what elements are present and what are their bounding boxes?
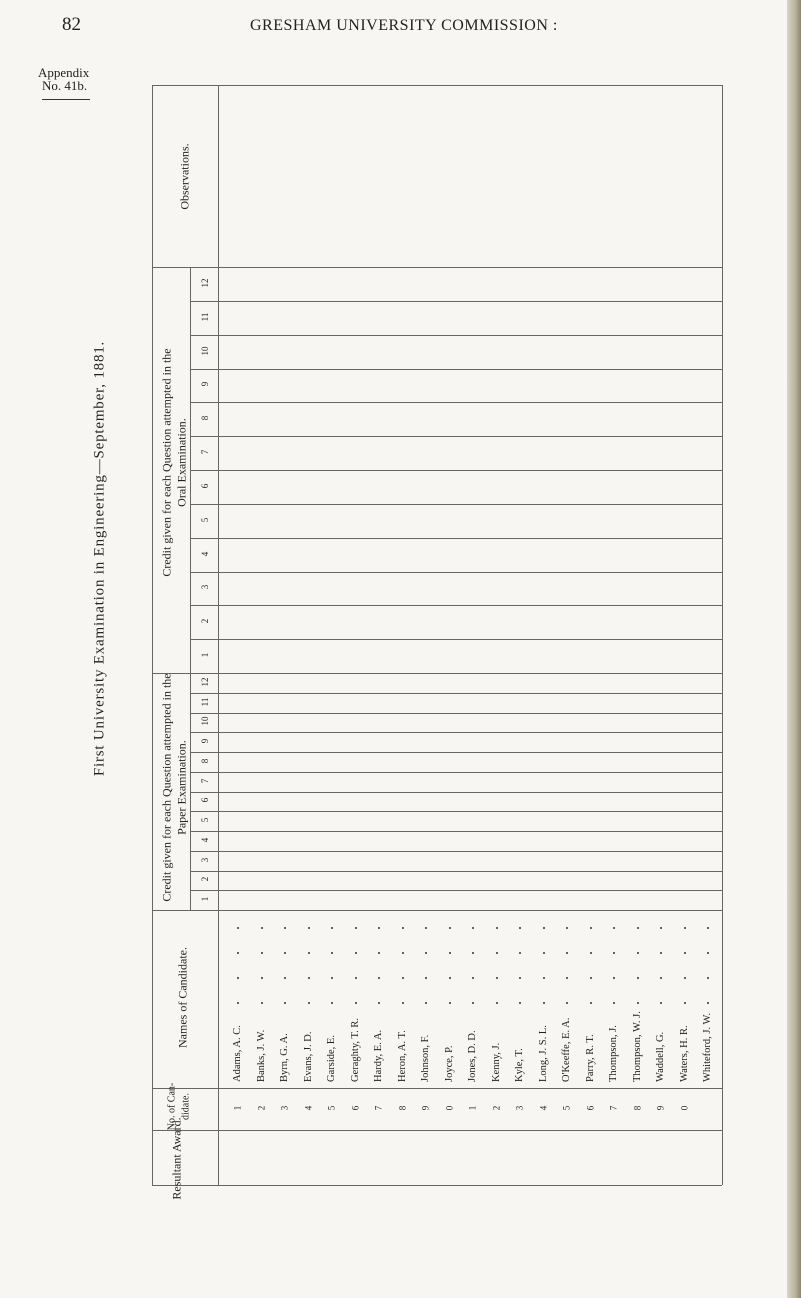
oral-row-line	[190, 335, 722, 336]
candidate-name: O'Keeffe, E. A.	[561, 1017, 572, 1082]
leader-dot	[660, 1002, 662, 1004]
leader-dot	[496, 952, 498, 954]
appendix-rule	[42, 99, 90, 100]
candidate-name: Parry, R. T.	[584, 1034, 596, 1082]
leader-dot	[378, 927, 380, 929]
paper-row-line	[190, 831, 722, 832]
leader-dot	[472, 927, 474, 929]
oral-question-number: 1	[200, 652, 210, 658]
candidate-name: Adams, A. C.	[232, 1025, 243, 1082]
paper-row-line	[190, 851, 722, 852]
leader-dot	[425, 952, 427, 954]
candidate-name: Kyle, T.	[514, 1048, 525, 1082]
leader-dot	[261, 977, 263, 979]
page-edge	[787, 0, 801, 1298]
paper-question-number: 4	[200, 837, 210, 843]
oral-question-number: 6	[200, 483, 210, 489]
candidate-number: 7	[608, 1105, 619, 1111]
leader-dot	[590, 927, 592, 929]
leader-dot	[637, 927, 639, 929]
leader-dot	[425, 977, 427, 979]
candidate-name: Jones, D. D.	[467, 1030, 478, 1082]
paper-question-number: 7	[200, 778, 210, 783]
leader-dot	[355, 952, 357, 954]
candidate-number: 9	[655, 1105, 666, 1111]
candidate-name: Garside, E.	[326, 1035, 337, 1082]
oral-question-number: 12	[200, 278, 210, 288]
candidate-number: 2	[255, 1105, 266, 1111]
leader-dot	[496, 927, 498, 929]
candidate-name: Whiteford, J. W.	[702, 1012, 713, 1082]
candidate-name: Thompson, W. J.	[631, 1011, 643, 1082]
sep-number	[152, 1130, 722, 1131]
candidate-name: Waddell, G.	[655, 1031, 666, 1082]
leader-dot	[684, 977, 686, 979]
results-table	[152, 85, 722, 1200]
candidate-name: Heron, A. T.	[396, 1030, 408, 1082]
candidate-name: Geraghty, T. R.	[349, 1018, 361, 1082]
leader-dot	[449, 977, 451, 979]
candidate-number: 9	[420, 1105, 431, 1111]
paper-row-line	[190, 871, 722, 872]
candidate-number: 2	[490, 1105, 501, 1111]
leader-dot	[637, 977, 639, 979]
candidate-number: 3	[514, 1105, 525, 1111]
leader-dot	[284, 952, 286, 954]
leader-dot	[613, 952, 615, 954]
candidate-number: 8	[396, 1105, 407, 1111]
paper-row-line	[190, 811, 722, 812]
candidate-name: Banks, J. W.	[255, 1029, 267, 1082]
candidate-number: 5	[326, 1105, 337, 1111]
candidate-number: 8	[631, 1105, 642, 1111]
leader-dot	[355, 927, 357, 929]
leader-dot	[472, 1002, 474, 1004]
running-head: GRESHAM UNIVERSITY COMMISSION :	[250, 17, 558, 34]
leader-dot	[308, 952, 310, 954]
leader-dot	[331, 1002, 333, 1004]
border-bottom	[152, 1185, 722, 1186]
oral-row-line	[190, 301, 722, 302]
leader-dot	[684, 1002, 686, 1004]
leader-dot	[237, 977, 239, 979]
candidate-name: Joyce, P.	[443, 1045, 455, 1082]
paper-row-line	[190, 693, 722, 694]
leader-dot	[308, 1002, 310, 1004]
leader-dot	[660, 977, 662, 979]
paper-question-number: 6	[200, 798, 210, 803]
candidate-number: 4	[302, 1105, 313, 1111]
candidate-number: 0	[678, 1105, 689, 1111]
candidate-name: Thompson, J.	[608, 1025, 619, 1082]
leader-dot	[261, 927, 263, 929]
paper-question-number: 5	[200, 817, 210, 823]
candidate-name: Johnson, F.	[420, 1034, 431, 1082]
candidate-number: 6	[349, 1105, 360, 1111]
candidate-number: 7	[373, 1105, 384, 1111]
leader-dot	[707, 1002, 709, 1004]
leader-dot	[543, 977, 545, 979]
leader-dot	[331, 927, 333, 929]
names-header: Names of Candidate.	[175, 947, 190, 1048]
paper-question-number: 3	[200, 857, 210, 862]
candidate-number: 1	[467, 1105, 478, 1111]
oral-question-number: 10	[200, 346, 210, 356]
oral-row-line	[190, 436, 722, 437]
leader-dot	[613, 927, 615, 929]
resultant-header: Resultant Award.	[169, 1117, 184, 1200]
appendix-label	[38, 66, 89, 92]
sep-names	[152, 1088, 722, 1089]
leader-dot	[284, 927, 286, 929]
paper-question-number: 2	[200, 877, 210, 882]
leader-dot	[660, 927, 662, 929]
leader-dot	[425, 927, 427, 929]
paper-row-line	[190, 792, 722, 793]
leader-dot	[261, 952, 263, 954]
table-title: First University Examination in Engineering—September, 1881.	[91, 340, 108, 777]
border-left	[152, 85, 153, 1185]
oral-row-line	[190, 470, 722, 471]
paper-question-number: 11	[200, 697, 210, 706]
paper-row-line	[190, 772, 722, 773]
oral-question-number: 11	[200, 312, 210, 322]
leader-dot	[402, 977, 404, 979]
page-number: 82	[62, 14, 81, 35]
oral-row-line	[190, 369, 722, 370]
leader-dot	[684, 927, 686, 929]
oral-question-number: 7	[200, 449, 210, 455]
candidate-name: Hardy, E. A.	[373, 1029, 384, 1082]
candidate-name: Kenny, J.	[490, 1042, 502, 1082]
paper-row-line	[190, 890, 722, 891]
leader-dot	[684, 952, 686, 954]
candidate-name: Byrn, G. A.	[279, 1033, 290, 1082]
leader-dot	[519, 927, 521, 929]
border-top	[152, 85, 722, 86]
oral-row-line	[190, 572, 722, 573]
candidate-number: 1	[232, 1105, 243, 1111]
border-right	[722, 85, 723, 1185]
leader-dot	[613, 977, 615, 979]
leader-dot	[707, 952, 709, 954]
paper-row-line	[190, 752, 722, 753]
oral-credit-header-line1: Credit given for each Question attempted in the	[159, 348, 174, 577]
leader-dot	[449, 927, 451, 929]
leader-dot	[543, 927, 545, 929]
leader-dot	[519, 952, 521, 954]
leader-dot	[590, 977, 592, 979]
leader-dot	[566, 952, 568, 954]
leader-dot	[284, 977, 286, 979]
number-header-line2: didate.	[180, 1093, 192, 1120]
leader-dot	[566, 977, 568, 979]
leader-dot	[449, 952, 451, 954]
paper-credit-header-line1: Credit given for each Question attempted in the	[159, 673, 174, 902]
leader-dot	[637, 1002, 639, 1004]
oral-question-number: 8	[200, 416, 210, 421]
observations-header: Observations.	[177, 143, 192, 210]
leader-dot	[378, 1002, 380, 1004]
leader-dot	[707, 977, 709, 979]
sep-paper	[152, 910, 722, 911]
oral-question-number: 5	[200, 517, 210, 523]
leader-dot	[543, 952, 545, 954]
oral-row-line	[190, 605, 722, 606]
sep-observations	[152, 267, 722, 268]
candidate-number: 6	[584, 1105, 595, 1111]
oral-question-number: 4	[200, 551, 210, 556]
paper-row-line	[190, 713, 722, 714]
oral-question-number: 9	[200, 382, 210, 387]
oral-credit-header-line2: Oral Examination.	[174, 418, 189, 507]
candidate-number: 4	[537, 1105, 548, 1111]
leader-dot	[660, 952, 662, 954]
leader-dot	[378, 952, 380, 954]
leader-dot	[496, 977, 498, 979]
oral-row-line	[190, 639, 722, 640]
leader-dot	[237, 927, 239, 929]
oral-question-number: 2	[200, 619, 210, 624]
leader-dot	[472, 977, 474, 979]
paper-question-number: 9	[200, 738, 210, 744]
leader-dot	[613, 1002, 615, 1004]
oral-question-number: 3	[200, 585, 210, 590]
leader-dot	[590, 952, 592, 954]
leader-dot	[308, 927, 310, 929]
leader-dot	[472, 952, 474, 954]
leader-dot	[261, 1002, 263, 1004]
leader-dot	[355, 1002, 357, 1004]
leader-dot	[331, 977, 333, 979]
paper-question-number: 8	[200, 758, 210, 764]
leader-dot	[355, 977, 357, 979]
paper-question-number: 1	[200, 896, 210, 902]
leader-dot	[543, 1002, 545, 1004]
leader-dot	[331, 952, 333, 954]
leader-dot	[449, 1002, 451, 1004]
candidate-number: 0	[443, 1105, 454, 1111]
oral-row-line	[190, 402, 722, 403]
candidate-name: Long, J. S. L.	[537, 1025, 549, 1082]
leader-dot	[402, 927, 404, 929]
oral-row-line	[190, 538, 722, 539]
candidate-name: Evans, J. D.	[302, 1031, 314, 1082]
leader-dot	[425, 1002, 427, 1004]
paper-credit-header-line2: Paper Examination.	[174, 740, 189, 835]
paper-question-number: 12	[200, 677, 210, 687]
leader-dot	[378, 977, 380, 979]
leader-dot	[519, 977, 521, 979]
appendix-line1: Appendix	[38, 65, 90, 80]
leader-dot	[707, 927, 709, 929]
paper-row-line	[190, 732, 722, 733]
leader-dot	[590, 1002, 592, 1004]
sep-oral	[152, 673, 722, 674]
leader-dot	[637, 952, 639, 954]
paper-question-number: 10	[200, 716, 210, 726]
leader-dot	[566, 1002, 568, 1004]
candidate-number: 3	[279, 1105, 290, 1111]
leader-dot	[308, 977, 310, 979]
leader-dot	[402, 1002, 404, 1004]
number-header-line1: No. of Can-	[166, 1082, 178, 1131]
leader-dot	[237, 1002, 239, 1004]
leader-dot	[284, 1002, 286, 1004]
leader-dot	[402, 952, 404, 954]
leader-dot	[237, 952, 239, 954]
leader-dot	[519, 1002, 521, 1004]
appendix-line2: No. 41b.	[42, 78, 88, 93]
candidate-number: 5	[561, 1105, 572, 1111]
leader-dot	[496, 1002, 498, 1004]
leader-dot	[566, 927, 568, 929]
candidate-name: Waters, H. R.	[678, 1025, 690, 1082]
oral-row-line	[190, 504, 722, 505]
header-divider	[218, 85, 219, 1185]
